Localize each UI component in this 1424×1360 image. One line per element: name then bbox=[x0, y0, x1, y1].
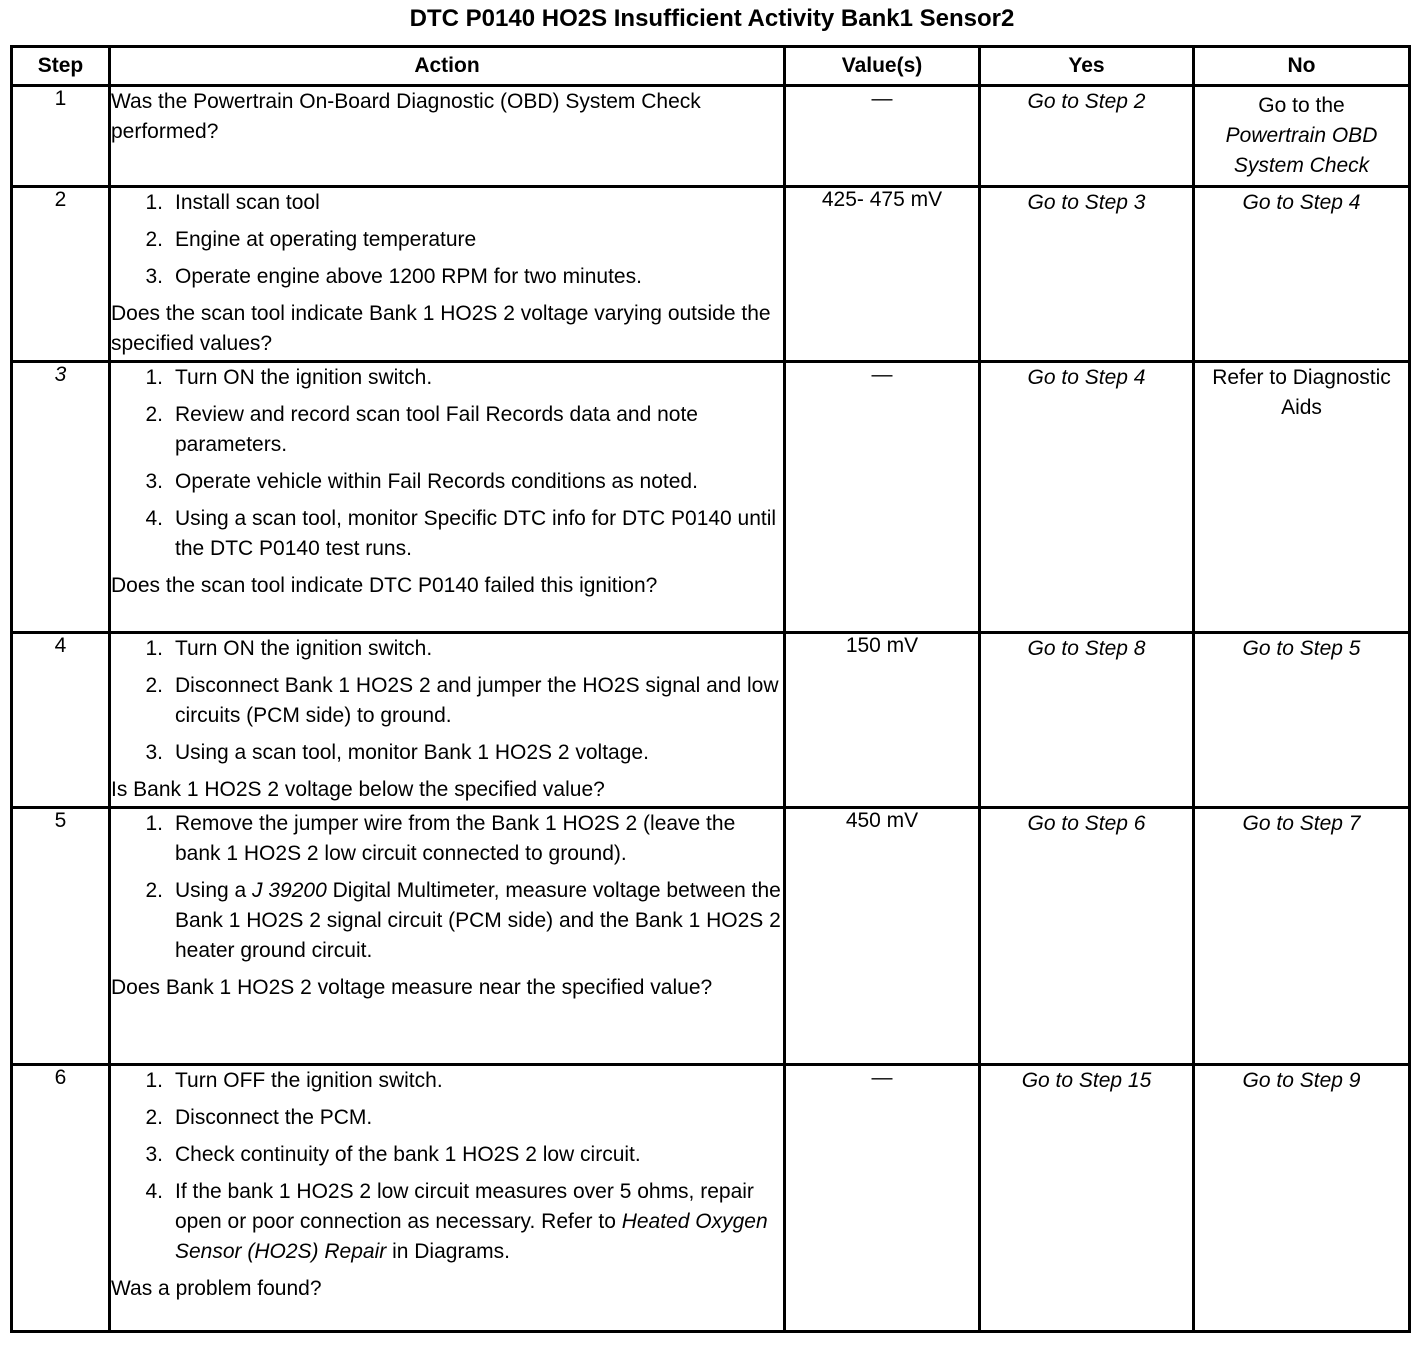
header-values: Value(s) bbox=[785, 47, 980, 86]
no-link[interactable]: Go to Step 9 bbox=[1242, 1069, 1361, 1092]
table-row bbox=[12, 187, 1410, 362]
list-item: 2. Review and record scan tool Fail Records data and note parameters. bbox=[145, 403, 698, 456]
no-link[interactable]: Go to Step 7 bbox=[1242, 812, 1361, 835]
action-list bbox=[111, 363, 783, 564]
step-number: 3 bbox=[12, 362, 110, 633]
step-number: 6 bbox=[12, 1065, 110, 1332]
action-cell bbox=[110, 362, 785, 633]
question-text: Was a problem found? bbox=[111, 1277, 322, 1300]
yes-cell bbox=[980, 187, 1194, 362]
yes-link[interactable]: Go to Step 6 bbox=[1027, 812, 1146, 835]
list-item: 1. Install scan tool bbox=[145, 191, 320, 214]
action-cell bbox=[110, 1065, 785, 1332]
action-cell bbox=[110, 187, 785, 362]
list-item: 2. Engine at operating temperature bbox=[145, 228, 477, 251]
yes-link[interactable]: Go to Step 2 bbox=[1027, 90, 1146, 113]
action-list bbox=[111, 188, 783, 292]
no-link[interactable]: Powertrain OBD System Check bbox=[1225, 124, 1378, 177]
list-item: 1. Remove the jumper wire from the Bank 1 HO2S 2 (leave the bank 1 HO2S 2 low circuit connected to ground). bbox=[145, 812, 736, 865]
header-action: Action bbox=[110, 47, 785, 86]
no-cell bbox=[1194, 86, 1410, 187]
list-item: 1. Turn OFF the ignition switch. bbox=[145, 1069, 443, 1092]
no-prefix: Go to the bbox=[1258, 94, 1345, 117]
yes-link[interactable]: Go to Step 3 bbox=[1027, 191, 1146, 214]
no-link[interactable]: Go to Step 5 bbox=[1242, 637, 1361, 660]
table-row bbox=[12, 808, 1410, 1065]
no-link[interactable]: Go to Step 4 bbox=[1242, 191, 1361, 214]
repair-reference: Heated Oxygen Sensor (HO2S) Repair bbox=[175, 1210, 768, 1263]
question-text: Is Bank 1 HO2S 2 voltage below the specified value? bbox=[111, 778, 605, 801]
list-item: 3. Check continuity of the bank 1 HO2S 2 low circuit. bbox=[145, 1143, 641, 1166]
step-number: 5 bbox=[12, 808, 110, 1065]
table-row bbox=[12, 86, 1410, 187]
header-no: No bbox=[1194, 47, 1410, 86]
header-step: Step bbox=[12, 47, 110, 86]
yes-cell bbox=[980, 86, 1194, 187]
list-item: 2. Using a J 39200 Digital Multimeter, measure voltage between the Bank 1 HO2S 2 signal circuit (PCM side) and the Bank 1 HO2S 2 heater ground circuit. bbox=[145, 879, 781, 962]
action-cell bbox=[110, 808, 785, 1065]
list-item: 3. Operate engine above 1200 RPM for two minutes. bbox=[145, 265, 642, 288]
step-number: 4 bbox=[12, 633, 110, 808]
action-list bbox=[111, 1066, 783, 1267]
action-list bbox=[111, 634, 783, 768]
no-cell bbox=[1194, 808, 1410, 1065]
yes-cell bbox=[980, 633, 1194, 808]
action-list bbox=[111, 809, 783, 966]
step-number: 2 bbox=[12, 187, 110, 362]
list-item: 4. If the bank 1 HO2S 2 low circuit measures over 5 ohms, repair open or poor connection as necessary. Refer to Heated Oxygen Sensor (HO2S) Repair in Diagrams. bbox=[145, 1180, 768, 1263]
question-text: Was the Powertrain On-Board Diagnostic (OBD) System Check performed? bbox=[111, 90, 701, 143]
list-item: 2. Disconnect Bank 1 HO2S 2 and jumper the HO2S signal and low circuits (PCM side) to ground. bbox=[145, 674, 779, 727]
question-text: Does Bank 1 HO2S 2 voltage measure near the specified value? bbox=[111, 976, 713, 999]
list-item: 1. Turn ON the ignition switch. bbox=[145, 637, 433, 660]
yes-link[interactable]: Go to Step 8 bbox=[1027, 637, 1146, 660]
list-item: 3. Operate vehicle within Fail Records conditions as noted. bbox=[145, 470, 698, 493]
value-cell: 450 mV bbox=[785, 808, 980, 1065]
yes-link[interactable]: Go to Step 4 bbox=[1027, 366, 1146, 389]
diagnostic-table bbox=[10, 45, 1411, 1333]
value-cell: — bbox=[785, 362, 980, 633]
header-yes: Yes bbox=[980, 47, 1194, 86]
yes-cell bbox=[980, 362, 1194, 633]
question-text: Does the scan tool indicate Bank 1 HO2S 2 voltage varying outside the specified values? bbox=[111, 302, 771, 355]
list-item: 4. Using a scan tool, monitor Specific DTC info for DTC P0140 until the DTC P0140 test runs. bbox=[145, 507, 777, 560]
table-row bbox=[12, 362, 1410, 633]
table-row bbox=[12, 1065, 1410, 1332]
no-cell bbox=[1194, 187, 1410, 362]
yes-cell bbox=[980, 808, 1194, 1065]
yes-link[interactable]: Go to Step 15 bbox=[1021, 1069, 1152, 1092]
value-cell: — bbox=[785, 86, 980, 187]
step-number: 1 bbox=[12, 86, 110, 187]
value-cell: 150 mV bbox=[785, 633, 980, 808]
table-row bbox=[12, 633, 1410, 808]
no-cell bbox=[1194, 1065, 1410, 1332]
yes-cell bbox=[980, 1065, 1194, 1332]
value-cell: — bbox=[785, 1065, 980, 1332]
tool-name: J 39200 bbox=[252, 879, 327, 902]
action-cell bbox=[110, 86, 785, 187]
list-item: 2. Disconnect the PCM. bbox=[145, 1106, 373, 1129]
header-row bbox=[12, 47, 1410, 86]
value-cell: 425- 475 mV bbox=[785, 187, 980, 362]
question-text: Does the scan tool indicate DTC P0140 failed this ignition? bbox=[111, 574, 658, 597]
no-cell bbox=[1194, 362, 1410, 633]
no-link[interactable]: Refer to Diagnostic Aids bbox=[1212, 366, 1391, 419]
action-cell bbox=[110, 633, 785, 808]
list-item: 1. Turn ON the ignition switch. bbox=[145, 366, 433, 389]
list-item: 3. Using a scan tool, monitor Bank 1 HO2S 2 voltage. bbox=[145, 741, 649, 764]
no-cell bbox=[1194, 633, 1410, 808]
page-title: DTC P0140 HO2S Insufficient Activity Bank1 Sensor2 bbox=[409, 5, 1015, 32]
